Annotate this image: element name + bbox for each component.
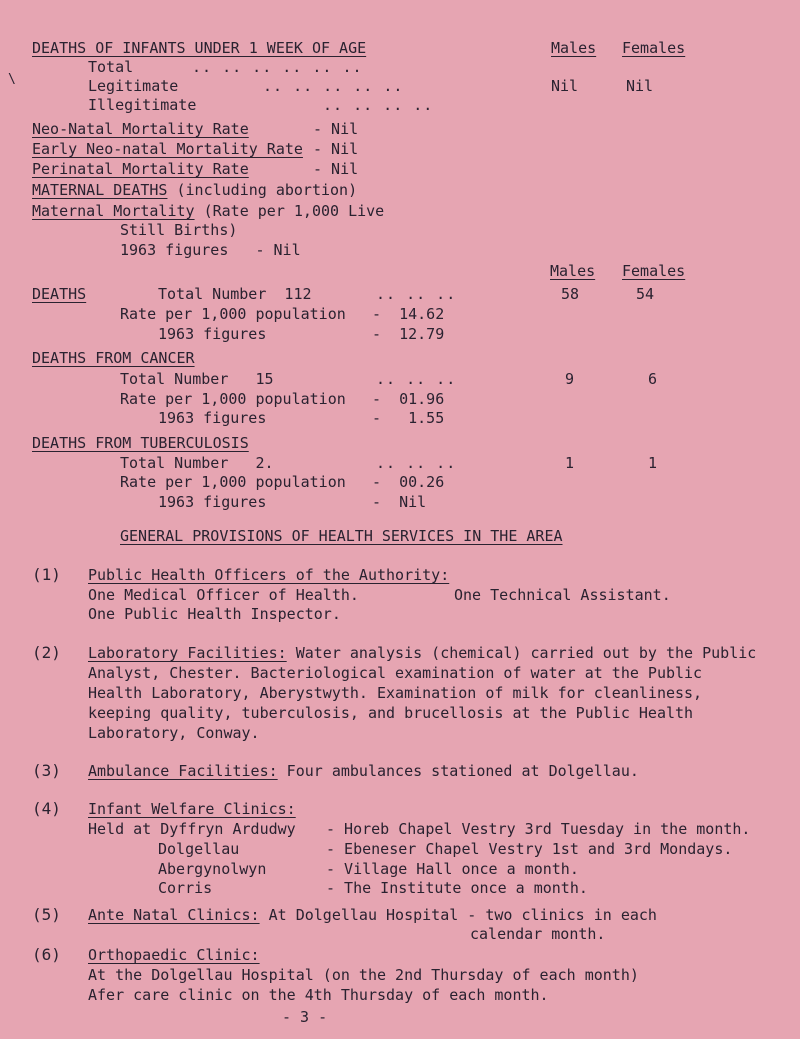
deaths-females-column-header: Females — [622, 262, 686, 280]
infant-legitimate-label: Legitimate — [88, 77, 179, 95]
provision-4-title: Infant Welfare Clinics: — [88, 800, 296, 818]
provision-6-number: (6) — [32, 945, 61, 964]
infant-females-column-header: Females — [622, 39, 686, 57]
provision-1-number: (1) — [32, 565, 61, 584]
cancer-males: 9 — [565, 370, 575, 388]
provision-6-title: Orthopaedic Clinic: — [88, 946, 260, 964]
infant-females-value: Nil — [626, 77, 654, 95]
deaths-total-leader: .. .. .. — [376, 285, 457, 303]
provision-1-title: Public Health Officers of the Authority: — [88, 566, 450, 584]
tuberculosis-1963-label: 1963 figures — [158, 493, 267, 511]
maternal-deaths-heading-note: (including abortion) — [167, 181, 358, 199]
provision-6-line2: Afer care clinic on the 4th Thursday of each month. — [88, 986, 549, 1004]
infant-males-value: Nil — [551, 77, 579, 95]
infant-males-column-header: Males — [551, 39, 597, 57]
maternal-deaths-heading-main: MATERNAL DEATHS — [32, 181, 168, 199]
clinic-abergynolwyn: Abergynolwyn — [158, 860, 267, 878]
provision-3-line — [88, 762, 639, 780]
tuberculosis-males: 1 — [565, 454, 575, 472]
infant-legitimate-leader: .. .. .. .. .. — [263, 77, 404, 95]
cancer-total-leader: .. .. .. — [376, 370, 457, 388]
provision-1-technical-assistant: One Technical Assistant. — [454, 586, 671, 604]
provision-2-title: Laboratory Facilities: — [88, 644, 287, 662]
maternal-1963-figures: 1963 figures - Nil — [120, 241, 301, 259]
perinatal-rate-label: Perinatal Mortality Rate — [32, 160, 249, 178]
cancer-1963-label: 1963 figures — [158, 409, 267, 427]
cancer-total-label: Total Number 15 — [120, 370, 274, 388]
provision-2-line3: Health Laboratory, Aberystwyth. Examination of milk for cleanliness, — [88, 684, 703, 702]
cancer-females: 6 — [648, 370, 658, 388]
deaths-males-column-header: Males — [550, 262, 596, 280]
neo-natal-rate-value: - Nil — [313, 120, 359, 138]
clinic-dolgellau-detail: - Ebeneser Chapel Vestry 1st and 3rd Mondays. — [326, 840, 733, 858]
infant-total-label: Total — [88, 58, 134, 76]
maternal-mortality-label: Maternal Mortality — [32, 202, 195, 220]
provision-2-line4: keeping quality, tuberculosis, and brucellosis at the Public Health — [88, 704, 694, 722]
margin-mark: \ — [8, 72, 16, 87]
tuberculosis-1963-value: - Nil — [372, 493, 427, 511]
tuberculosis-total-label: Total Number 2. — [120, 454, 274, 472]
cancer-rate-label: Rate per 1,000 population — [120, 390, 346, 408]
maternal-deaths-heading — [32, 181, 357, 199]
infant-illegitimate-leader: .. .. .. .. — [323, 96, 434, 114]
cancer-1963-value: - 1.55 — [372, 409, 445, 427]
provision-5-text: At Dolgellau Hospital - two clinics in each — [259, 906, 657, 924]
clinic-abergynolwyn-detail: - Village Hall once a month. — [326, 860, 579, 878]
tuberculosis-heading: DEATHS FROM TUBERCULOSIS — [32, 434, 249, 452]
deaths-total-label: Total Number 112 — [158, 285, 312, 303]
provision-5-text-line2: calendar month. — [470, 925, 606, 943]
clinic-corris-detail: - The Institute once a month. — [326, 879, 588, 897]
deaths-total-females: 54 — [636, 285, 655, 303]
provision-5-line — [88, 906, 657, 924]
provision-6-line1: At the Dolgellau Hospital (on the 2nd Thursday of each month) — [88, 966, 639, 984]
early-neo-natal-rate-label: Early Neo-natal Mortality Rate — [32, 140, 303, 158]
deaths-rate-label: Rate per 1,000 population — [120, 305, 346, 323]
cancer-heading: DEATHS FROM CANCER — [32, 349, 195, 367]
provision-1-medical-officer: One Medical Officer of Health. — [88, 586, 359, 604]
provision-5-title: Ante Natal Clinics: — [88, 906, 260, 924]
cancer-rate-value: - 01.96 — [372, 390, 445, 408]
provision-4-number: (4) — [32, 799, 61, 818]
provision-3-title: Ambulance Facilities: — [88, 762, 278, 780]
provision-2-line1 — [88, 644, 756, 662]
provision-3-text: Four ambulances stationed at Dolgellau. — [277, 762, 639, 780]
infant-total-leader: .. .. .. .. .. .. — [192, 58, 363, 76]
provision-3-number: (3) — [32, 761, 61, 780]
perinatal-rate-value: - Nil — [313, 160, 359, 178]
clinic-dyffryn-ardudwy-detail: - Horeb Chapel Vestry 3rd Tuesday in the month. — [326, 820, 751, 838]
tuberculosis-rate-label: Rate per 1,000 population — [120, 473, 346, 491]
tuberculosis-total-leader: .. .. .. — [376, 454, 457, 472]
maternal-mortality-note: (Rate per 1,000 Live — [194, 202, 385, 220]
infant-deaths-heading: DEATHS OF INFANTS UNDER 1 WEEK OF AGE — [32, 39, 367, 57]
deaths-total-males: 58 — [561, 285, 580, 303]
clinic-corris: Corris — [158, 879, 213, 897]
maternal-mortality-note-line2: Still Births) — [120, 221, 238, 239]
deaths-1963-value: - 12.79 — [372, 325, 445, 343]
provision-2-number: (2) — [32, 643, 61, 662]
clinic-dolgellau: Dolgellau — [158, 840, 240, 858]
general-provisions-heading: GENERAL PROVISIONS OF HEALTH SERVICES IN THE AREA — [120, 527, 563, 545]
tuberculosis-females: 1 — [648, 454, 658, 472]
maternal-mortality-rate — [32, 202, 384, 220]
clinic-dyffryn-ardudwy: Held at Dyffryn Ardudwy — [88, 820, 296, 838]
provision-5-number: (5) — [32, 905, 61, 924]
provision-2-line5: Laboratory, Conway. — [88, 724, 260, 742]
early-neo-natal-rate-value: - Nil — [313, 140, 359, 158]
tuberculosis-rate-value: - 00.26 — [372, 473, 445, 491]
provision-1-health-inspector: One Public Health Inspector. — [88, 605, 341, 623]
neo-natal-rate-label: Neo-Natal Mortality Rate — [32, 120, 249, 138]
infant-illegitimate-label: Illegitimate — [88, 96, 197, 114]
page-number: - 3 - — [282, 1008, 328, 1026]
deaths-rate-value: - 14.62 — [372, 305, 445, 323]
provision-2-line2: Analyst, Chester. Bacteriological examination of water at the Public — [88, 664, 703, 682]
deaths-1963-label: 1963 figures — [158, 325, 267, 343]
provision-2-text-start: Water analysis (chemical) carried out by the Public — [286, 644, 757, 662]
deaths-heading: DEATHS — [32, 285, 87, 303]
